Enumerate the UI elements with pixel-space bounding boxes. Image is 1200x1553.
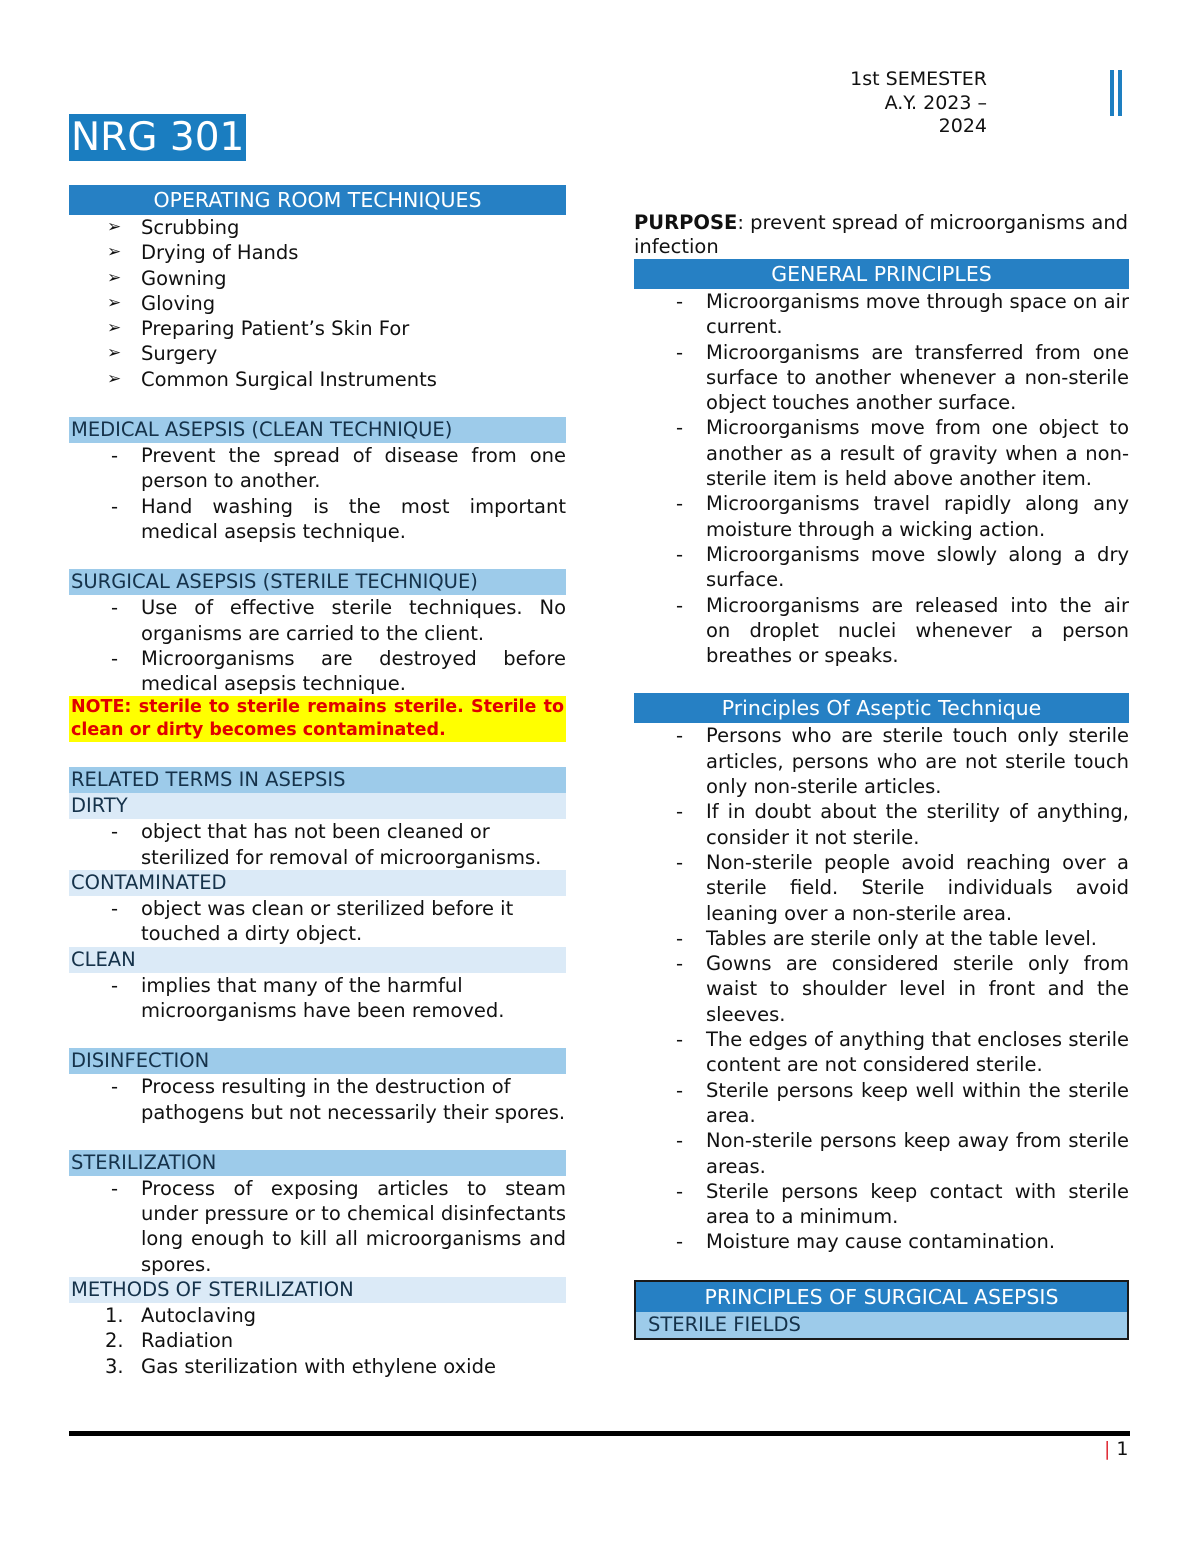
dirty-subheading: DIRTY bbox=[69, 793, 566, 819]
or-techniques-heading: OPERATING ROOM TECHNIQUES bbox=[69, 185, 566, 215]
note-text: : sterile to sterile remains sterile. Sterile to clean or dirty becomes contaminated. bbox=[71, 697, 564, 741]
semester-line: 1st SEMESTER bbox=[850, 68, 987, 90]
note-label: NOTE bbox=[71, 697, 125, 718]
clean-subheading: CLEAN bbox=[69, 947, 566, 973]
contaminated-list bbox=[69, 896, 566, 947]
academic-year-end-line: 2024 bbox=[938, 115, 987, 137]
purpose-label: PURPOSE bbox=[634, 211, 738, 234]
list-item: - Sterile persons keep contact with sterile area to a minimum. bbox=[634, 1179, 1129, 1230]
list-item: 2. Radiation bbox=[105, 1329, 234, 1353]
page-bar-icon: | bbox=[1104, 1438, 1111, 1460]
list-item: - Microorganisms move through space on air current. bbox=[634, 289, 1129, 340]
disinfection-heading: DISINFECTION bbox=[69, 1048, 566, 1074]
note-box bbox=[69, 696, 566, 742]
list-item: - Non-sterile people avoid reaching over a sterile field. Sterile individuals avoid leaning over a non-sterile area. bbox=[634, 850, 1129, 926]
medical-asepsis-list bbox=[69, 443, 566, 544]
header-bars-icon bbox=[1110, 70, 1123, 116]
list-item: - Use of effective sterile techniques. No organisms are carried to the client. bbox=[69, 595, 566, 646]
course-title: NRG 301 bbox=[71, 115, 245, 160]
dirty-list bbox=[69, 819, 566, 870]
aseptic-technique-list bbox=[634, 723, 1129, 1254]
list-item: - Microorganisms move slowly along a dry surface. bbox=[634, 542, 1129, 593]
list-item: - If in doubt about the sterility of anything, consider it not sterile. bbox=[634, 799, 1129, 850]
list-item: - Gowns are considered sterile only from waist to shoulder level in front and the sleeves. bbox=[634, 951, 1129, 1027]
list-item: - Sterile persons keep well within the sterile area. bbox=[634, 1078, 1129, 1129]
list-item: - The edges of anything that encloses sterile content are not considered sterile. bbox=[634, 1027, 1129, 1078]
list-item: - Process of exposing articles to steam under pressure or to chemical disinfectants long enough to kill all microorganisms and spores. bbox=[69, 1176, 566, 1277]
semester-info bbox=[787, 68, 987, 139]
page-number: | 1 bbox=[1104, 1438, 1129, 1460]
aseptic-technique-heading: Principles Of Aseptic Technique bbox=[634, 693, 1129, 723]
list-item: - Process resulting in the destruction of pathogens but not necessarily their spores. bbox=[69, 1074, 566, 1125]
list-item: - Microorganisms travel rapidly along any moisture through a wicking action. bbox=[634, 491, 1129, 542]
academic-year-line: A.Y. 2023 – bbox=[884, 91, 987, 114]
left-column bbox=[69, 185, 566, 1379]
related-terms-heading: RELATED TERMS IN ASEPSIS bbox=[69, 767, 566, 793]
list-item: 3. Gas sterilization with ethylene oxide bbox=[105, 1354, 496, 1378]
list-item: - object was clean or sterilized before it touched a dirty object. bbox=[69, 896, 566, 947]
list-item: ➢ Gloving bbox=[69, 291, 566, 316]
sterilization-heading: STERILIZATION bbox=[69, 1150, 566, 1176]
list-item: - Hand washing is the most important medical asepsis technique. bbox=[69, 494, 566, 545]
list-item: 1. Autoclaving bbox=[105, 1304, 257, 1328]
purpose-text: : prevent spread of microorganisms and infection bbox=[634, 211, 1129, 258]
general-principles-list bbox=[634, 289, 1129, 668]
list-item: ➢ Gowning bbox=[69, 266, 566, 291]
surgical-principles-heading: PRINCIPLES OF SURGICAL ASEPSIS bbox=[636, 1282, 1127, 1312]
list-item: - Microorganisms move from one object to another as a result of gravity when a non-sterile item is held above another item. bbox=[634, 415, 1129, 491]
list-item: ➢ Surgery bbox=[69, 341, 566, 366]
surgical-asepsis-list bbox=[69, 595, 566, 696]
list-item: ➢ Preparing Patient’s Skin For bbox=[69, 316, 566, 341]
footer-rule bbox=[69, 1431, 1130, 1436]
list-item: - Microorganisms are released into the air on droplet nuclei whenever a person breathes or speaks. bbox=[634, 593, 1129, 669]
clean-list bbox=[69, 973, 566, 1024]
list-item: - Moisture may cause contamination. bbox=[634, 1229, 1129, 1254]
list-item: - implies that many of the harmful microorganisms have been removed. bbox=[69, 973, 566, 1024]
sterile-fields-heading: STERILE FIELDS bbox=[636, 1312, 1127, 1338]
sterilization-list bbox=[69, 1176, 566, 1277]
methods-heading: METHODS OF STERILIZATION bbox=[69, 1277, 566, 1303]
surgical-asepsis-table bbox=[634, 1280, 1129, 1340]
list-item: - Prevent the spread of disease from one person to another. bbox=[69, 443, 566, 494]
list-item: ➢ Scrubbing bbox=[69, 215, 566, 240]
disinfection-list bbox=[69, 1074, 566, 1125]
contaminated-subheading: CONTAMINATED bbox=[69, 870, 566, 896]
list-item: - Tables are sterile only at the table level. bbox=[634, 926, 1129, 951]
list-item: - Microorganisms are destroyed before medical asepsis technique. bbox=[69, 646, 566, 697]
list-item: - Non-sterile persons keep away from sterile areas. bbox=[634, 1128, 1129, 1179]
medical-asepsis-heading: MEDICAL ASEPSIS (CLEAN TECHNIQUE) bbox=[69, 417, 566, 443]
list-item: - Microorganisms are transferred from one surface to another whenever a non-sterile object touches another surface. bbox=[634, 340, 1129, 416]
right-column bbox=[634, 211, 1129, 1340]
list-item: ➢ Drying of Hands bbox=[69, 240, 566, 265]
purpose-paragraph bbox=[634, 211, 1129, 259]
methods-list bbox=[69, 1303, 566, 1379]
or-techniques-list bbox=[69, 215, 566, 392]
surgical-asepsis-heading: SURGICAL ASEPSIS (STERILE TECHNIQUE) bbox=[69, 569, 566, 595]
list-item: ➢ Common Surgical Instruments bbox=[69, 367, 566, 392]
general-principles-heading: GENERAL PRINCIPLES bbox=[634, 259, 1129, 289]
list-item: - Persons who are sterile touch only sterile articles, persons who are not sterile touch only non-sterile articles. bbox=[634, 723, 1129, 799]
list-item: - object that has not been cleaned or sterilized for removal of microorganisms. bbox=[69, 819, 566, 870]
